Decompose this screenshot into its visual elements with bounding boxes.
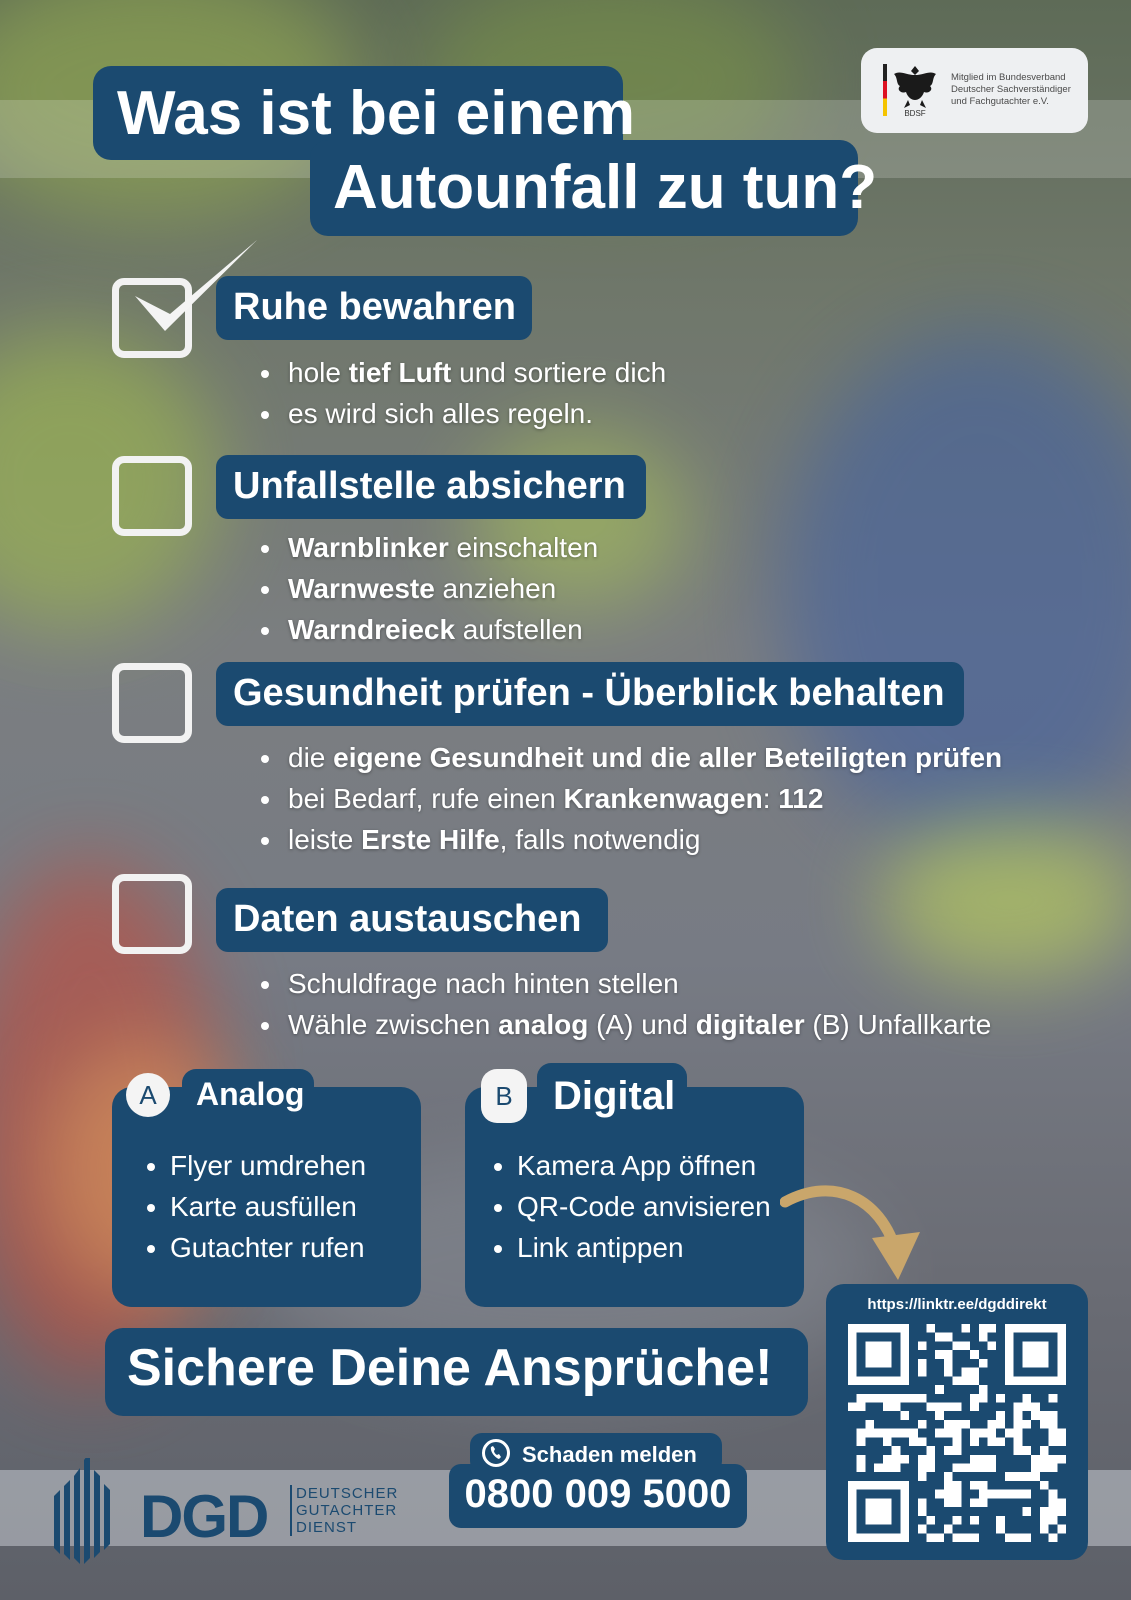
step-1-list (258, 352, 666, 434)
slogan-text: Sichere Deine Ansprüche! (127, 1339, 773, 1397)
list-item: • Schuldfrage nach hinten stellen (284, 963, 991, 1004)
analog-card-list (144, 1145, 366, 1268)
list-item: • bei Bedarf, rufe einen Krankenwagen: 112 (284, 778, 1002, 819)
qr-code[interactable] (848, 1324, 1066, 1542)
page-title-line-1: Was ist bei einem (117, 79, 635, 148)
step-3-list (258, 737, 1002, 860)
dgd-wordmark: DGD (140, 1483, 268, 1550)
step-2-heading: Unfallstelle absichern (233, 465, 626, 507)
step-4-heading: Daten austauschen (233, 898, 582, 940)
list-item: • Warnblinker einschalten (284, 527, 598, 568)
analog-letter-badge: A (126, 1073, 170, 1117)
phone-icon (482, 1439, 510, 1467)
list-item: • leiste Erste Hilfe, falls notwendig (284, 819, 1002, 860)
checkbox-step-4 (112, 874, 192, 954)
analog-card-title: Analog (196, 1076, 305, 1112)
digital-letter-badge: B (481, 1069, 527, 1123)
list-item: • Karte ausfüllen (170, 1186, 366, 1227)
phone-label: Schaden melden (522, 1442, 697, 1467)
list-item: • Wähle zwischen analog (A) und digitaler (B) Unfallkarte (284, 1004, 991, 1045)
eagle-icon (886, 60, 944, 118)
list-item: • QR-Code anvisieren (517, 1186, 771, 1227)
step-3-heading: Gesundheit prüfen - Überblick behalten (233, 672, 945, 714)
digital-card-title: Digital (553, 1074, 676, 1118)
list-item: • Kamera App öffnen (517, 1145, 771, 1186)
digital-card-list (491, 1145, 771, 1268)
list-item: • hole tief Luft und sortiere dich (284, 352, 666, 393)
checkbox-step-2 (112, 456, 192, 536)
dgd-logo-icon (52, 1458, 116, 1564)
page-title-line-2: Autounfall zu tun? (333, 153, 878, 222)
step-4-list (258, 963, 991, 1045)
svg-text:BDSF: BDSF (904, 109, 926, 118)
list-item: • Warnweste anziehen (284, 568, 598, 609)
list-item: • Link antippen (517, 1227, 771, 1268)
phone-number[interactable]: 0800 009 5000 (464, 1472, 732, 1516)
list-item: • Flyer umdrehen (170, 1145, 366, 1186)
step-1-heading: Ruhe bewahren (233, 286, 516, 328)
list-item: • die eigene Gesundheit und die aller Beteiligten prüfen (284, 737, 1002, 778)
list-item: • es wird sich alles regeln. (284, 393, 666, 434)
step-2-list (258, 527, 598, 650)
list-item: • Warndreieck aufstellen (284, 609, 598, 650)
list-item: • Gutachter rufen (170, 1227, 366, 1268)
bdsf-membership-badge (861, 48, 1088, 133)
qr-url[interactable]: https://linktr.ee/dgddirekt (867, 1296, 1047, 1313)
checkbox-step-3 (112, 663, 192, 743)
badge-text: Mitglied im Bundesverband Deutscher Sachverständiger und Fachgutachter e.V. (951, 72, 1071, 107)
curved-arrow-icon (780, 1180, 930, 1290)
dgd-subtitle: DEUTSCHER GUTACHTER DIENST (290, 1485, 398, 1536)
